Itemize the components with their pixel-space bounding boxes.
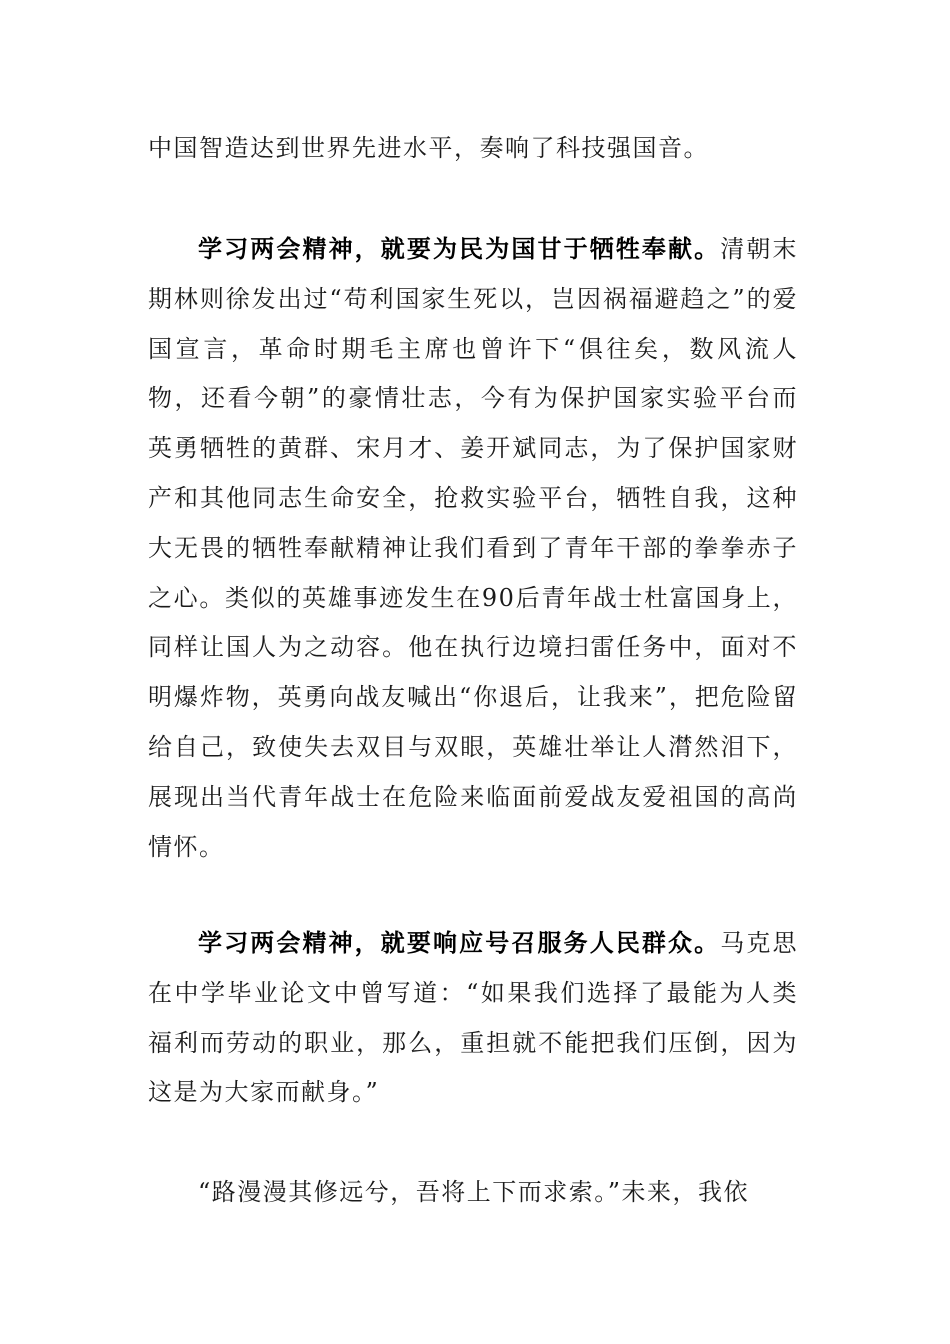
paragraph-body: 中国智造达到世界先进水平，奏响了科技强国音。 [148,134,709,162]
paragraph-heading: 学习两会精神，就要为民为国甘于牺牲奉献。 [198,234,721,263]
paragraph-conclusion [148,1168,798,1218]
paragraph-body: 清朝末期林则徐发出过“苟利国家生死以，岂因祸福避趋之”的爱国宣言，革命时期毛主席也曾许下“俱往矣，数风流人物，还看今朝”的豪情壮志，今有为保护国家实验平台而英勇牺牲的黄群、宋月才、姜开斌同志，为了保护国家财产和其他同志生命安全，抢救实验平台，牺牲自我，这种大无畏的牺牲奉献精神让我们看到了青年干部的拳拳赤子之心。类似的英雄事迹发生在90后青年战士杜富国身上，同样让国人为之动容。他在执行边境扫雷任务中，面对不明爆炸物，英勇向战友喊出“你退后，让我来”，把危险留给自己，致使失去双目与双眼，英雄壮举让人潸然泪下，展现出当代青年战士在危险来临面前爱战友爱祖国的高尚情怀。 [148,235,799,861]
paragraph-continuation [148,124,798,174]
paragraph-body: 马克思在中学毕业论文中曾写道：“如果我们选择了最能为人类福利而劳动的职业，那么，重担就不能把我们压倒，因为这是为大家而献身。” [148,929,799,1107]
paragraph-heading: 学习两会精神，就要响应号召服务人民群众。 [198,928,721,957]
paragraph-body: “路漫漫其修远兮，吾将上下而求索。”未来，我依 [198,1178,750,1206]
paragraph-serve-people [148,918,798,1118]
paragraph-sacrifice [148,224,798,872]
